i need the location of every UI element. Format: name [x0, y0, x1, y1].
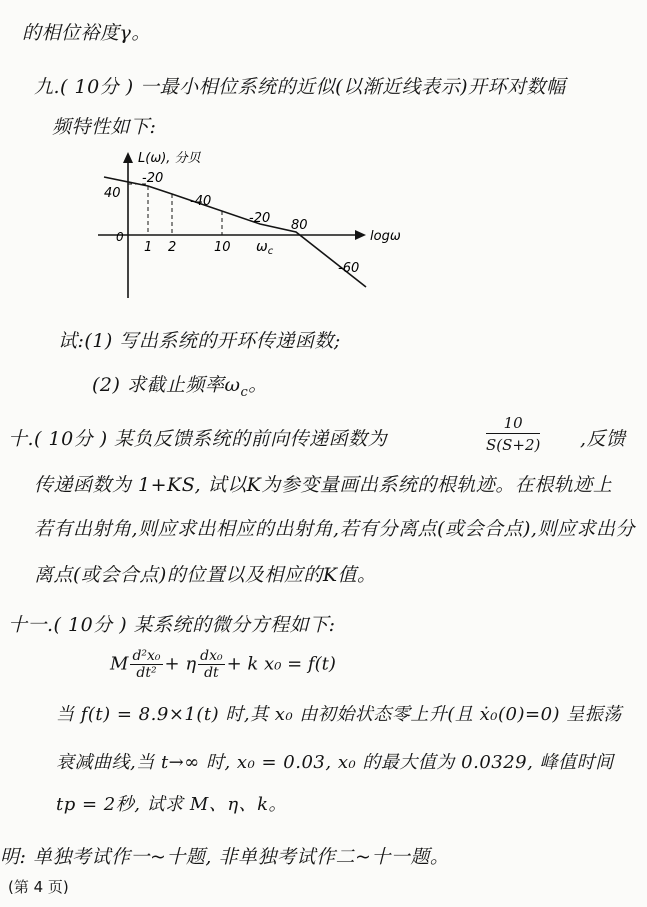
bode-x-tick-1: 1	[144, 240, 153, 255]
q10-line-3: 若有出射角,则应求出相应的出射角,若有分离点(或会合点),则应求出分	[34, 518, 635, 540]
q11-line-1: 当 f(t) = 8.9×1(t) 时,其 x₀ 由初始状态零上升(且 ẋ₀(0)=0) 呈振荡	[56, 704, 622, 725]
bode-x-label: logω	[370, 229, 401, 244]
bode-asymptote	[104, 177, 366, 287]
bode-slope-4: -60	[338, 261, 360, 276]
q11-line-2: 衰减曲线,当 t→∞ 时, x₀ = 0.03, x₀ 的最大值为 0.0329, 峰值时间	[56, 752, 614, 773]
bode-x-tick-2: 2	[168, 240, 177, 255]
bode-origin: 0	[116, 230, 124, 244]
q10-tf-denominator: S(S+2)	[486, 436, 541, 454]
top-line: 的相位裕度γ。	[22, 22, 151, 44]
bode-x-arrow	[355, 230, 366, 240]
q9-heading: 九.( 10分 ) 一最小相位系统的近似(以渐近线表示)开环对数幅	[34, 76, 566, 98]
bode-slope-3: -20	[249, 211, 271, 226]
bode-x-tick-omega-c: $\omega_c$	[256, 239, 274, 257]
q9-ask-1: 试:(1) 写出系统的开环传递函数;	[58, 330, 341, 352]
q10-transfer-function	[486, 414, 540, 454]
q9-heading-cont: 频特性如下:	[52, 116, 157, 138]
q10-line-2: 传递函数为 1+KS, 试以K为参变量画出系统的根轨迹。在根轨迹上	[34, 474, 613, 496]
q11-heading: 十一.( 10分 ) 某系统的微分方程如下:	[8, 614, 336, 636]
q11-line-3: tp = 2秒, 试求 M、η、k。	[56, 794, 288, 815]
page-footer: (第 4 页)	[8, 878, 69, 896]
bode-slope-1: -20	[142, 171, 164, 186]
q10-heading: 十.( 10分 ) 某负反馈系统的前向传递函数为	[8, 428, 388, 450]
bode-x-tick-80: 80	[291, 218, 308, 233]
bode-y-arrow	[123, 152, 133, 163]
bode-slope-2: -40	[190, 194, 212, 209]
q10-tf-numerator: 10	[486, 414, 540, 434]
q11-equation: M $\frac{\text{d²x₀}}{\text{dt²}}$ + η $\frac{\text{dx₀}}{dt}$ + k x₀ = f(t)	[110, 648, 336, 681]
bode-y-tick: 40	[104, 186, 121, 201]
q9-ask-2: (2) 求截止频率$\omega_c$。	[92, 374, 268, 400]
bode-x-tick-10: 10	[214, 240, 231, 255]
q10-heading-post: ,反馈	[580, 428, 626, 450]
bode-y-label: L(ω), 分贝	[138, 151, 201, 166]
exam-note: 明: 单独考试作一~十题, 非单独考试作二~十一题。	[0, 846, 450, 868]
q10-line-4: 离点(或会合点)的位置以及相应的K值。	[34, 564, 377, 586]
